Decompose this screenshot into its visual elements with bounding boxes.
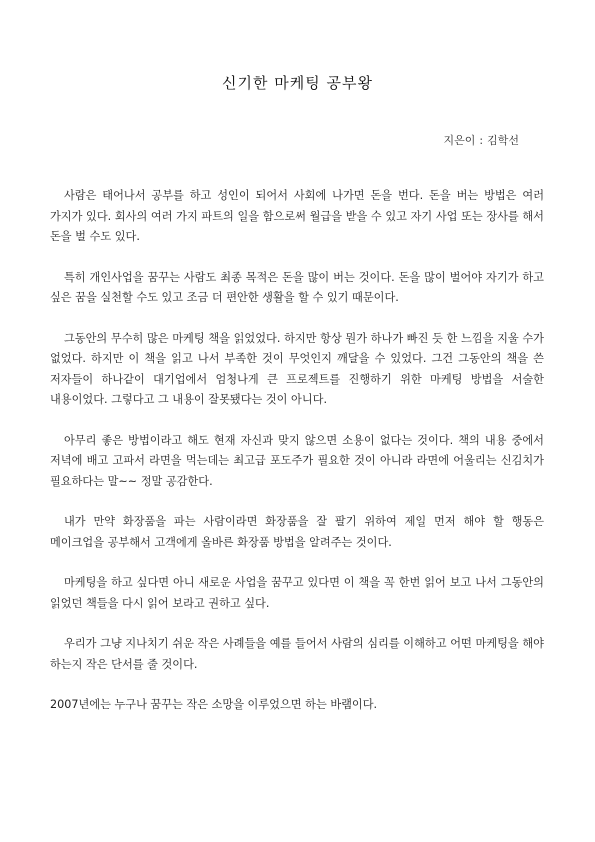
paragraph: 우리가 그냥 지나치기 쉬운 작은 사례들을 예를 들어서 사람의 심리를 이해하고 어떤 마케팅을 해야 하는지 작은 단서를 줄 것이다. bbox=[50, 637, 544, 671]
author-name: 김학선 bbox=[487, 134, 519, 147]
paragraph: 아무리 좋은 방법이라고 해도 현재 자신과 맞지 않으면 소용이 없다는 것이다. 책의 내용 중에서 저녁에 배고 고파서 라면을 먹는데는 최고급 포도주가 필요한 것이 아니라 라면에 어울리는 신김치가 필요하다는 말~~ 정말 공감한다. bbox=[50, 433, 544, 488]
paragraph: 그동안의 무수히 많은 마케팅 책을 읽었었다. 하지만 항상 뭔가 하나가 빠진 듯 한 느낌을 지울 수가 없었다. 하지만 이 책을 읽고 나서 부족한 것이 무엇인지 깨달을 수 있었다. 그건 그동안의 책을 쓴 저자들이 하나같이 대기업에서 엄청나게 큰 프로젝트를 진행하기 위한 마케팅 방법을 서술한 내용이었다. 그렇다고 그 내용이 잘못됐다는 것이 아니다. bbox=[50, 331, 544, 406]
document-title: 신기한 마케팅 공부왕 bbox=[222, 74, 373, 92]
paragraph: 사람은 태어나서 공부를 하고 성인이 되어서 사회에 나가면 돈을 번다. 돈을 버는 방법은 여러 가지가 있다. 회사의 여러 가지 파트의 일을 함으로써 월급을 받을 수 있고 자기 사업 또는 장사를 해서 돈을 벌 수도 있다. bbox=[50, 189, 544, 243]
paragraph: 특히 개인사업을 꿈꾸는 사람도 최종 목적은 돈을 많이 버는 것이다. 돈을 많이 벌어야 자기가 하고 싶은 꿈을 실천할 수도 있고 조금 더 편안한 생활을 할 수 있기 때문이다. bbox=[50, 270, 544, 304]
document-body bbox=[50, 186, 544, 736]
paragraph: 2007년에는 누구나 꿈꾸는 작은 소망을 이루었으면 하는 바램이다. bbox=[50, 698, 378, 711]
author-line bbox=[444, 132, 520, 148]
paragraph: 내가 만약 화장품을 파는 사람이라면 화장품을 잘 팔기 위하여 제일 먼저 해야 할 행동은 메이크업을 공부해서 고객에게 올바른 화장품 방법을 알려주는 것이다. bbox=[50, 515, 544, 549]
author-label: 지은이 bbox=[443, 134, 476, 147]
paragraph: 마케팅을 하고 싶다면 아니 새로운 사업을 꿈꾸고 있다면 이 책을 꼭 한번 읽어 보고 나서 그동안의 읽었던 책들을 다시 읽어 보라고 권하고 싶다. bbox=[50, 576, 544, 610]
author-separator: : bbox=[479, 134, 484, 147]
